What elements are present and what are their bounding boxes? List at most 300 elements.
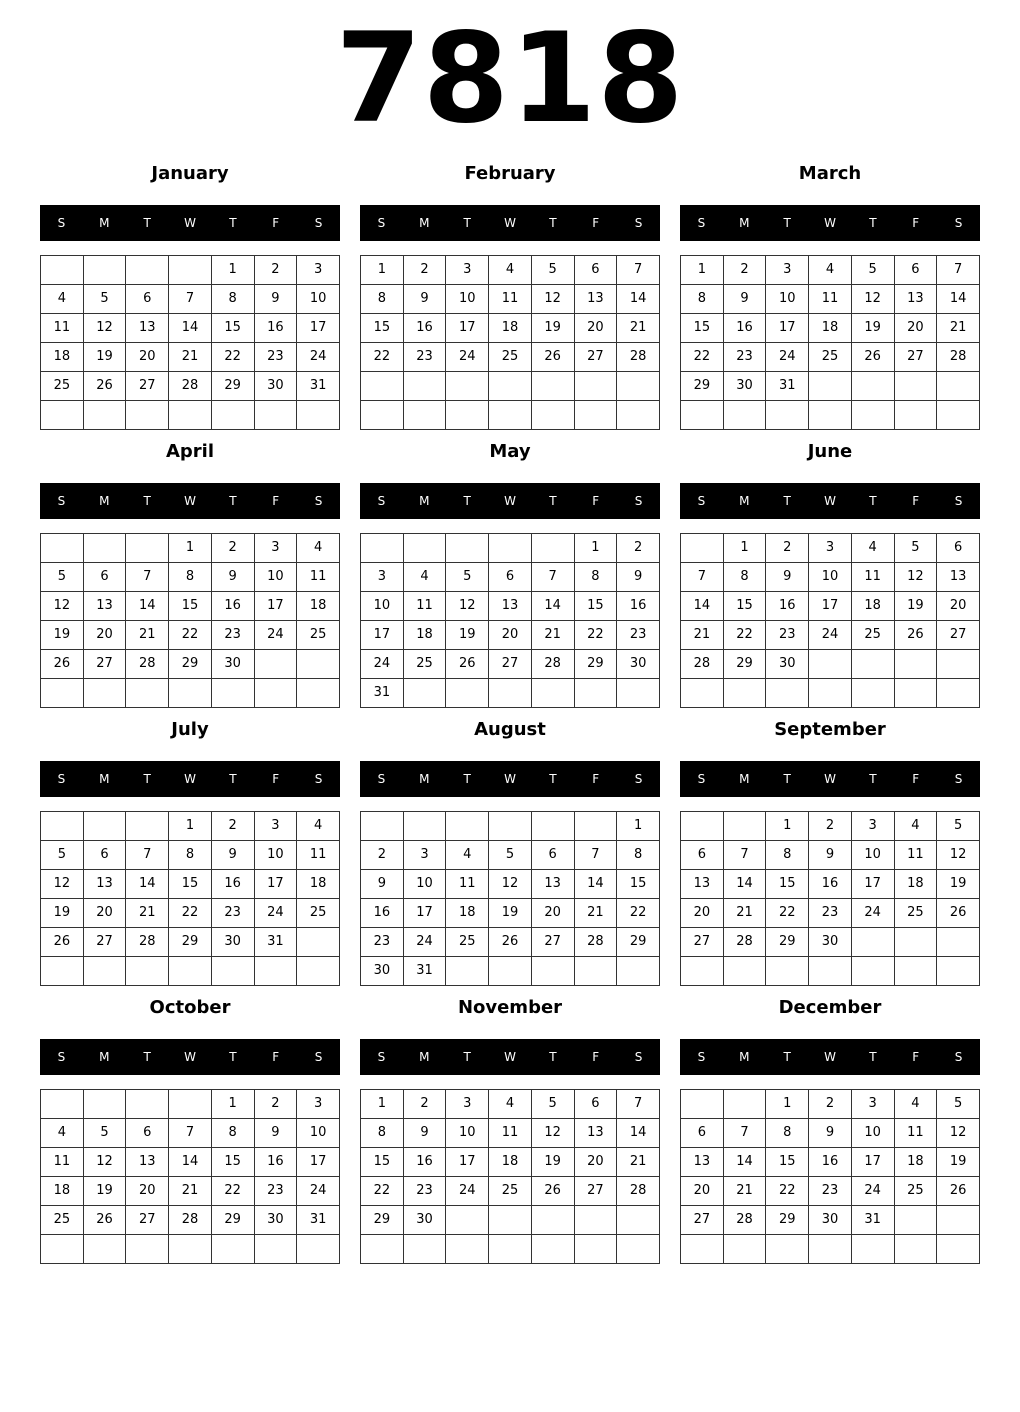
day-cell: 27 [489,650,532,679]
day-cell: 28 [723,1206,766,1235]
month-name: August [474,719,546,740]
day-cell: 9 [723,285,766,314]
day-cell: 13 [83,592,126,621]
day-cell: 29 [361,1206,404,1235]
day-cell: 9 [254,1119,297,1148]
day-cell: 7 [723,1119,766,1148]
empty-day-cell [894,1206,937,1235]
day-cell: 5 [894,534,937,563]
day-cell: 15 [361,1148,404,1177]
day-cell: 3 [851,1090,894,1119]
day-cell: 5 [531,1090,574,1119]
empty-day-cell [574,812,617,841]
weekday-label: W [504,1050,516,1064]
weekday-label: W [184,772,196,786]
day-cell: 17 [446,314,489,343]
weekday-header [40,761,340,797]
week-row [41,1090,340,1119]
day-cell: 9 [809,841,852,870]
weekday-header [360,761,660,797]
day-cell: 23 [254,1177,297,1206]
empty-day-cell [83,1235,126,1264]
empty-day-cell [83,1090,126,1119]
day-cell: 6 [489,563,532,592]
day-cell: 21 [617,1148,660,1177]
empty-day-cell [211,679,254,708]
week-row [361,592,660,621]
day-cell: 9 [403,1119,446,1148]
day-cell: 2 [617,534,660,563]
day-cell: 22 [169,899,212,928]
day-cell: 16 [211,870,254,899]
day-cell: 17 [254,870,297,899]
day-cell: 27 [126,1206,169,1235]
day-cell: 28 [681,650,724,679]
day-cell: 14 [937,285,980,314]
day-cell: 28 [617,1177,660,1206]
empty-day-cell [489,401,532,430]
week-row [361,812,660,841]
empty-day-cell [681,957,724,986]
day-cell: 11 [894,1119,937,1148]
day-cell: 29 [211,1206,254,1235]
day-cell: 29 [723,650,766,679]
weekday-label: W [824,494,836,508]
empty-day-cell [361,372,404,401]
empty-day-cell [851,928,894,957]
day-cell: 16 [403,314,446,343]
day-cell: 28 [531,650,574,679]
week-row [41,1235,340,1264]
day-cell: 19 [937,1148,980,1177]
weekday-label: T [869,1050,877,1064]
empty-day-cell [851,1235,894,1264]
day-cell: 16 [617,592,660,621]
week-row [41,592,340,621]
day-cell: 20 [83,899,126,928]
weekday-label: M [99,494,110,508]
day-cell: 20 [126,343,169,372]
day-cell: 6 [126,285,169,314]
day-cell: 2 [403,1090,446,1119]
day-cell: 5 [41,563,84,592]
empty-day-cell [446,372,489,401]
day-grid [360,1089,660,1264]
week-row [681,534,980,563]
day-cell: 28 [937,343,980,372]
empty-day-cell [446,679,489,708]
day-cell: 13 [574,285,617,314]
day-cell: 6 [681,1119,724,1148]
day-cell: 23 [766,621,809,650]
empty-day-cell [937,372,980,401]
empty-day-cell [297,928,340,957]
weekday-label: F [592,772,600,786]
weekday-label: T [549,216,557,230]
day-cell: 30 [254,1206,297,1235]
empty-day-cell [126,812,169,841]
empty-day-cell [126,1235,169,1264]
year-title: 7818 [335,7,685,151]
empty-day-cell [937,650,980,679]
day-cell: 18 [894,870,937,899]
empty-day-cell [681,534,724,563]
day-cell: 4 [403,563,446,592]
month-name: June [807,441,853,462]
day-grid [40,1089,340,1264]
weekday-label: S [697,216,706,230]
day-cell: 11 [403,592,446,621]
empty-day-cell [489,957,532,986]
day-cell: 29 [766,1206,809,1235]
day-cell: 29 [169,650,212,679]
day-cell: 1 [681,256,724,285]
day-cell: 13 [126,1148,169,1177]
day-cell: 20 [489,621,532,650]
day-cell: 7 [937,256,980,285]
month-name: October [149,997,231,1018]
empty-day-cell [809,401,852,430]
day-cell: 26 [937,1177,980,1206]
day-cell: 19 [83,343,126,372]
day-cell: 8 [681,285,724,314]
week-row [41,314,340,343]
day-cell: 4 [809,256,852,285]
day-cell: 20 [894,314,937,343]
day-cell: 23 [403,1177,446,1206]
empty-day-cell [297,1235,340,1264]
weekday-label: W [824,216,836,230]
day-cell: 21 [723,899,766,928]
day-cell: 11 [41,1148,84,1177]
day-cell: 23 [723,343,766,372]
day-cell: 9 [361,870,404,899]
day-cell: 26 [531,343,574,372]
day-cell: 14 [126,592,169,621]
weekday-header [360,483,660,519]
empty-day-cell [937,679,980,708]
day-cell: 29 [617,928,660,957]
day-cell: 10 [446,1119,489,1148]
empty-day-cell [297,650,340,679]
empty-day-cell [894,650,937,679]
day-cell: 7 [723,841,766,870]
weekday-label: S [697,1050,706,1064]
day-cell: 16 [361,899,404,928]
day-cell: 16 [403,1148,446,1177]
day-cell: 7 [126,563,169,592]
week-row [361,372,660,401]
month-june [680,436,980,706]
day-cell: 25 [894,1177,937,1206]
day-cell: 7 [126,841,169,870]
empty-day-cell [489,812,532,841]
empty-day-cell [489,1235,532,1264]
day-cell: 1 [169,534,212,563]
weekday-header [680,483,980,519]
day-cell: 25 [489,1177,532,1206]
weekday-label: M [99,772,110,786]
month-name: May [489,441,531,462]
empty-day-cell [617,401,660,430]
empty-day-cell [489,372,532,401]
day-cell: 31 [361,679,404,708]
month-january [40,158,340,428]
day-cell: 30 [766,650,809,679]
empty-day-cell [41,256,84,285]
empty-day-cell [617,372,660,401]
day-cell: 28 [169,372,212,401]
empty-day-cell [681,401,724,430]
day-cell: 24 [851,899,894,928]
day-cell: 3 [254,812,297,841]
day-cell: 24 [254,899,297,928]
day-cell: 25 [851,621,894,650]
day-cell: 15 [766,870,809,899]
weekday-label: T [783,216,791,230]
day-cell: 3 [297,256,340,285]
day-cell: 30 [723,372,766,401]
empty-day-cell [617,1235,660,1264]
month-february [360,158,660,428]
week-row [41,928,340,957]
day-cell: 5 [531,256,574,285]
day-cell: 1 [617,812,660,841]
weekday-label: F [272,1050,280,1064]
week-row [681,812,980,841]
empty-day-cell [574,401,617,430]
weekday-label: F [912,216,920,230]
day-cell: 28 [126,928,169,957]
day-cell: 12 [83,1148,126,1177]
day-cell: 16 [211,592,254,621]
day-cell: 17 [446,1148,489,1177]
day-cell: 23 [809,1177,852,1206]
day-cell: 21 [617,314,660,343]
day-cell: 20 [574,1148,617,1177]
weekday-header [360,1039,660,1075]
day-cell: 24 [297,343,340,372]
day-cell: 12 [41,870,84,899]
empty-day-cell [126,534,169,563]
day-cell: 31 [254,928,297,957]
day-cell: 16 [809,1148,852,1177]
day-cell: 9 [211,563,254,592]
empty-day-cell [489,679,532,708]
day-cell: 28 [617,343,660,372]
empty-day-cell [766,1235,809,1264]
empty-day-cell [894,1235,937,1264]
weekday-label: S [377,1050,386,1064]
day-cell: 26 [851,343,894,372]
day-cell: 10 [254,563,297,592]
week-row [681,372,980,401]
empty-day-cell [83,812,126,841]
day-cell: 2 [723,256,766,285]
empty-day-cell [809,650,852,679]
day-cell: 22 [361,343,404,372]
empty-day-cell [361,812,404,841]
empty-day-cell [41,1235,84,1264]
week-row [361,1235,660,1264]
day-cell: 10 [403,870,446,899]
day-cell: 6 [894,256,937,285]
week-row [41,812,340,841]
empty-day-cell [83,401,126,430]
day-cell: 22 [574,621,617,650]
weekday-label: M [419,216,430,230]
day-grid [360,811,660,986]
empty-day-cell [446,1206,489,1235]
day-cell: 11 [809,285,852,314]
day-cell: 16 [254,314,297,343]
day-cell: 1 [361,1090,404,1119]
day-cell: 23 [211,621,254,650]
day-cell: 23 [211,899,254,928]
day-cell: 15 [681,314,724,343]
week-row [681,563,980,592]
weekday-label: T [463,772,471,786]
day-cell: 14 [169,1148,212,1177]
empty-day-cell [809,679,852,708]
empty-day-cell [403,679,446,708]
empty-day-cell [126,679,169,708]
empty-day-cell [83,679,126,708]
day-cell: 11 [41,314,84,343]
day-cell: 12 [937,1119,980,1148]
week-row [41,401,340,430]
empty-day-cell [766,679,809,708]
weekday-label: S [634,494,643,508]
day-cell: 15 [169,592,212,621]
day-cell: 26 [446,650,489,679]
day-cell: 29 [681,372,724,401]
day-cell: 2 [361,841,404,870]
day-cell: 2 [766,534,809,563]
empty-day-cell [126,401,169,430]
day-cell: 8 [211,1119,254,1148]
day-cell: 9 [254,285,297,314]
month-april [40,436,340,706]
day-cell: 19 [41,621,84,650]
weekday-label: T [549,1050,557,1064]
day-cell: 27 [574,343,617,372]
empty-day-cell [617,1206,660,1235]
empty-day-cell [254,679,297,708]
weekday-label: T [229,494,237,508]
empty-day-cell [41,812,84,841]
empty-day-cell [41,1090,84,1119]
day-cell: 25 [297,899,340,928]
day-cell: 4 [297,534,340,563]
day-cell: 16 [766,592,809,621]
day-cell: 6 [83,563,126,592]
day-cell: 24 [766,343,809,372]
day-cell: 7 [531,563,574,592]
day-cell: 7 [617,1090,660,1119]
day-cell: 2 [254,1090,297,1119]
day-cell: 18 [297,870,340,899]
month-name: January [151,163,229,184]
day-cell: 18 [41,1177,84,1206]
month-july [40,714,340,984]
empty-day-cell [403,812,446,841]
empty-day-cell [937,1235,980,1264]
empty-day-cell [681,812,724,841]
day-cell: 27 [681,928,724,957]
day-cell: 14 [681,592,724,621]
day-cell: 22 [361,1177,404,1206]
day-cell: 26 [83,372,126,401]
empty-day-cell [574,1235,617,1264]
week-row [41,285,340,314]
day-cell: 4 [489,256,532,285]
empty-day-cell [126,1090,169,1119]
day-cell: 2 [809,1090,852,1119]
day-cell: 19 [894,592,937,621]
empty-day-cell [894,957,937,986]
weekday-header [360,205,660,241]
day-cell: 29 [169,928,212,957]
empty-day-cell [723,401,766,430]
day-cell: 26 [894,621,937,650]
empty-day-cell [851,679,894,708]
day-cell: 25 [894,899,937,928]
day-cell: 31 [297,1206,340,1235]
week-row [681,1090,980,1119]
empty-day-cell [851,650,894,679]
weekday-label: S [634,216,643,230]
day-cell: 12 [851,285,894,314]
day-cell: 20 [681,899,724,928]
week-row [41,534,340,563]
weekday-label: M [419,1050,430,1064]
day-cell: 12 [41,592,84,621]
weekday-label: W [824,1050,836,1064]
week-row [361,1090,660,1119]
day-cell: 17 [809,592,852,621]
weekday-label: T [463,1050,471,1064]
empty-day-cell [83,957,126,986]
empty-day-cell [403,1235,446,1264]
day-cell: 7 [617,256,660,285]
week-row [41,1177,340,1206]
week-row [361,1206,660,1235]
week-row [681,343,980,372]
day-cell: 25 [446,928,489,957]
empty-day-cell [617,679,660,708]
weekday-label: S [634,772,643,786]
day-cell: 13 [894,285,937,314]
day-cell: 15 [361,314,404,343]
empty-day-cell [617,957,660,986]
day-cell: 15 [211,314,254,343]
day-cell: 13 [126,314,169,343]
day-cell: 18 [403,621,446,650]
day-cell: 9 [809,1119,852,1148]
empty-day-cell [446,957,489,986]
day-cell: 24 [403,928,446,957]
weekday-label: T [143,772,151,786]
weekday-label: S [314,494,323,508]
day-cell: 12 [531,1119,574,1148]
empty-day-cell [681,1235,724,1264]
day-cell: 29 [211,372,254,401]
empty-day-cell [446,1235,489,1264]
day-cell: 8 [723,563,766,592]
day-cell: 28 [126,650,169,679]
empty-day-cell [446,812,489,841]
